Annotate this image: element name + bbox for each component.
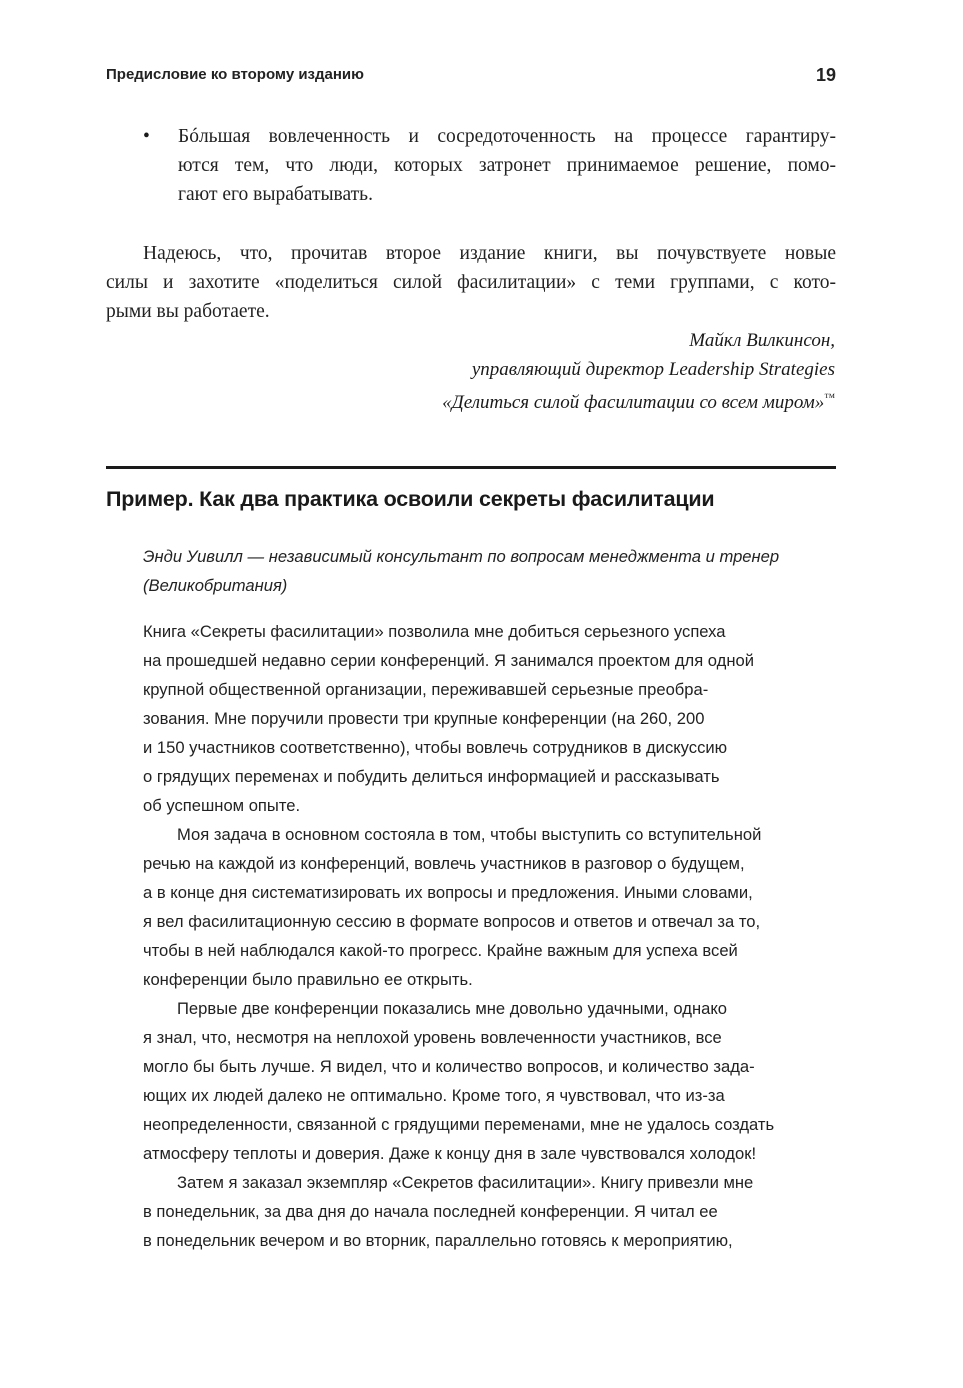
body-line: зования. Мне поручили провести три крупные конференции (на 260, 200 — [143, 709, 705, 728]
body-line: Первые две конференции показались мне довольно удачными, однако — [177, 999, 728, 1018]
trademark-symbol: ™ — [824, 392, 835, 404]
body-line: Затем я заказал экземпляр «Секретов фасилитации». Книгу привезли мне — [177, 1173, 754, 1192]
body-line: конференции было правильно ее открыть. — [143, 970, 473, 989]
bullet-line: гают его вырабатывать. — [178, 184, 373, 205]
body-line: я вел фасилитационную сессию в формате вопросов и ответов и отвечал за то, — [143, 912, 761, 931]
byline-line: Энди Уивилл — независимый консультант по вопросам менеджмента и тренер — [143, 547, 780, 566]
running-head — [106, 66, 836, 92]
body-line: могло бы быть лучше. Я видел, что и количество вопросов, и количество зада- — [143, 1057, 755, 1076]
closing-paragraph-line: силы и захотите «поделиться силой фасилитации» с теми группами, с кото- — [106, 272, 836, 293]
body-line: ющих их людей далеко не оптимально. Кроме того, я чувствовал, что из-за — [143, 1086, 725, 1105]
closing-paragraph-line: Надеюсь, что, прочитав второе издание книги, вы почувствуете новые — [143, 243, 836, 264]
body-line: и 150 участников соответственно), чтобы вовлечь сотрудников в дискуссию — [143, 738, 728, 757]
signature-name: Майкл Вилкинсон, — [689, 330, 835, 351]
body-line: атмосферу теплоты и доверия. Даже к концу дня в зале чувствовался холодок! — [143, 1144, 757, 1163]
body-line: а в конце дня систематизировать их вопросы и предложения. Иными словами, — [143, 883, 753, 902]
section-rule — [106, 466, 836, 469]
body-line: об успешном опыте. — [143, 796, 301, 815]
closing-paragraph-line: рыми вы работаете. — [106, 301, 270, 322]
body-line: неопределенности, связанной с грядущими переменами, мне не удалось создать — [143, 1115, 775, 1134]
bullet-line: Бóльшая вовлеченность и сосредоточенность на процессе гарантиру- — [178, 126, 836, 147]
body-line: на прошедшей недавно серии конференций. Я занимался проектом для одной — [143, 651, 755, 670]
section-heading: Пример. Как два практика освоили секреты фасилитации — [106, 487, 715, 511]
body-line: в понедельник, за два дня до начала последней конференции. Я читал ее — [143, 1202, 718, 1221]
body-line: Моя задача в основном состояла в том, чтобы выступить со вступительной — [177, 825, 762, 844]
byline-line: (Великобритания) — [143, 576, 288, 595]
bullet-line: ются тем, что люди, которых затронет принимаемое решение, помо- — [178, 155, 836, 176]
signature-motto — [442, 384, 835, 417]
page-number: 19 — [815, 65, 836, 85]
body-line: о грядущих переменах и побудить делиться информацией и рассказывать — [143, 767, 720, 786]
body-line: чтобы в ней наблюдался какой-то прогресс. Крайне важным для успеха всей — [143, 941, 738, 960]
signature-title: управляющий директор Leadership Strategies — [471, 359, 835, 380]
body-line: крупной общественной организации, переживавшей серьезные преобра- — [143, 680, 709, 699]
body-line: Книга «Секреты фасилитации» позволила мне добиться серьезного успеха — [143, 622, 726, 641]
body-line: я знал, что, несмотря на неплохой уровень вовлеченности участников, все — [143, 1028, 722, 1047]
signature-motto-text: «Делиться силой фасилитации со всем миром» — [442, 392, 825, 413]
body-line: речью на каждой из конференций, вовлечь участников в разговор о будущем, — [143, 854, 745, 873]
bullet-marker: • — [143, 126, 150, 147]
running-title: Предисловие ко второму изданию — [106, 66, 364, 83]
body-line: в понедельник вечером и во вторник, параллельно готовясь к мероприятию, — [143, 1231, 733, 1250]
